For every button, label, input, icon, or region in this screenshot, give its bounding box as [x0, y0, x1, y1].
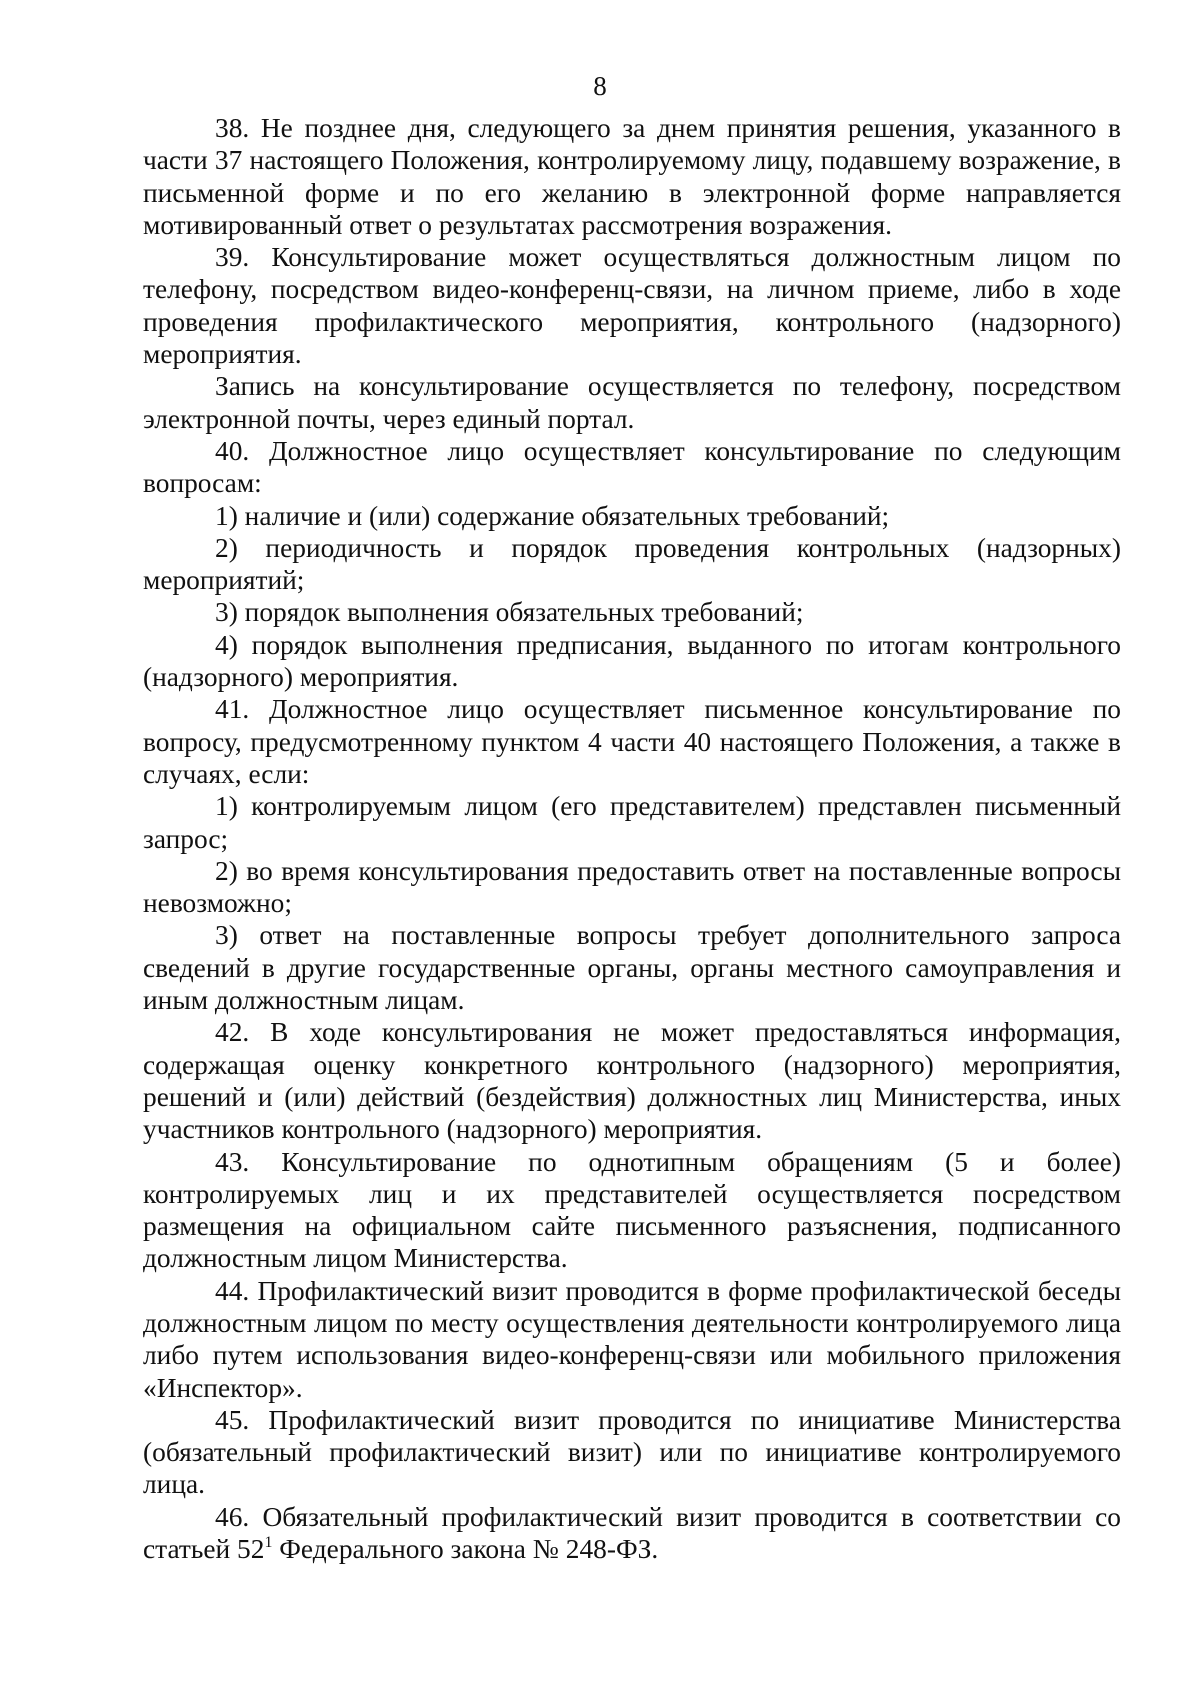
paragraph-41-item-3: 3) ответ на поставленные вопросы требует дополнительного запроса сведений в другие государственные органы, органы местного самоуправления и иным должностным лицам. [143, 920, 1121, 1016]
paragraph-46-text: 46. Обязательный профилактический визит проводится в соответствии со статьей 52 [143, 1501, 1121, 1565]
paragraph-46-tail: Федерального закона № 248-ФЗ. [272, 1534, 659, 1565]
paragraph-38: 38. Не позднее дня, следующего за днем принятия решения, указанного в части 37 настоящего Положения, контролируемому лицу, подавшему возражение, в письменной форме и по его желанию в электронной форме направляется мотивированный ответ о результатах рассмотрения возражения. [143, 113, 1121, 240]
paragraph-40-item-4: 4) порядок выполнения предписания, выданного по итогам контрольного (надзорного) мероприятия. [143, 629, 1121, 693]
paragraph-40: 40. Должностное лицо осуществляет консультирование по следующим вопросам: [143, 435, 1121, 499]
paragraph-41-item-1: 1) контролируемым лицом (его представителем) представлен письменный запрос; [143, 791, 1121, 854]
page-number: 8 [593, 71, 607, 101]
paragraph-45: 45. Профилактический визит проводится по инициативе Министерства (обязательный профилактический визит) или по инициативе контролируемого лица. [143, 1404, 1121, 1500]
paragraph-40-item-1: 1) наличие и (или) содержание обязательных требований; [215, 500, 890, 531]
paragraph-43: 43. Консультирование по однотипным обращениям (5 и более) контролируемых лиц и их представителей осуществляется посредством размещения на официальном сайте письменного разъяснения, подписанного должностным лицом Министерства. [143, 1146, 1121, 1274]
paragraph-46 [143, 1501, 1121, 1566]
paragraph-41-item-2: 2) во время консультирования предоставить ответ на поставленные вопросы невозможно; [143, 855, 1121, 919]
article-superscript: 1 [264, 1534, 273, 1552]
paragraph-39: 39. Консультирование может осуществляться должностным лицом по телефону, посредством видео-конференц-связи, на личном приеме, либо в ходе проведения профилактического мероприятия, контрольного (надзорного) мероприятия. [143, 242, 1121, 370]
paragraph-40-item-2: 2) периодичность и порядок проведения контрольных (надзорных) мероприятий; [143, 532, 1121, 596]
paragraph-40-item-3: 3) порядок выполнения обязательных требований; [215, 597, 804, 628]
paragraph-39-booking: Запись на консультирование осуществляется по телефону, посредством электронной почты, через единый портал. [143, 371, 1121, 434]
document-body [143, 112, 1121, 1565]
paragraph-41: 41. Должностное лицо осуществляет письменное консультирование по вопросу, предусмотренному пунктом 4 части 40 настоящего Положения, а также в случаях, если: [143, 694, 1121, 789]
paragraph-42: 42. В ходе консультирования не может предоставляться информация, содержащая оценку конкретного контрольного (надзорного) мероприятия, решений и (или) действий (бездействия) должностных лиц Министерства, иных участников контрольного (надзорного) мероприятия. [143, 1017, 1121, 1145]
paragraph-44: 44. Профилактический визит проводится в форме профилактической беседы должностным лицом по месту осуществления деятельности контролируемого лица либо путем использования видео-конференц-связи или мобильного приложения «Инспектор». [143, 1275, 1121, 1403]
